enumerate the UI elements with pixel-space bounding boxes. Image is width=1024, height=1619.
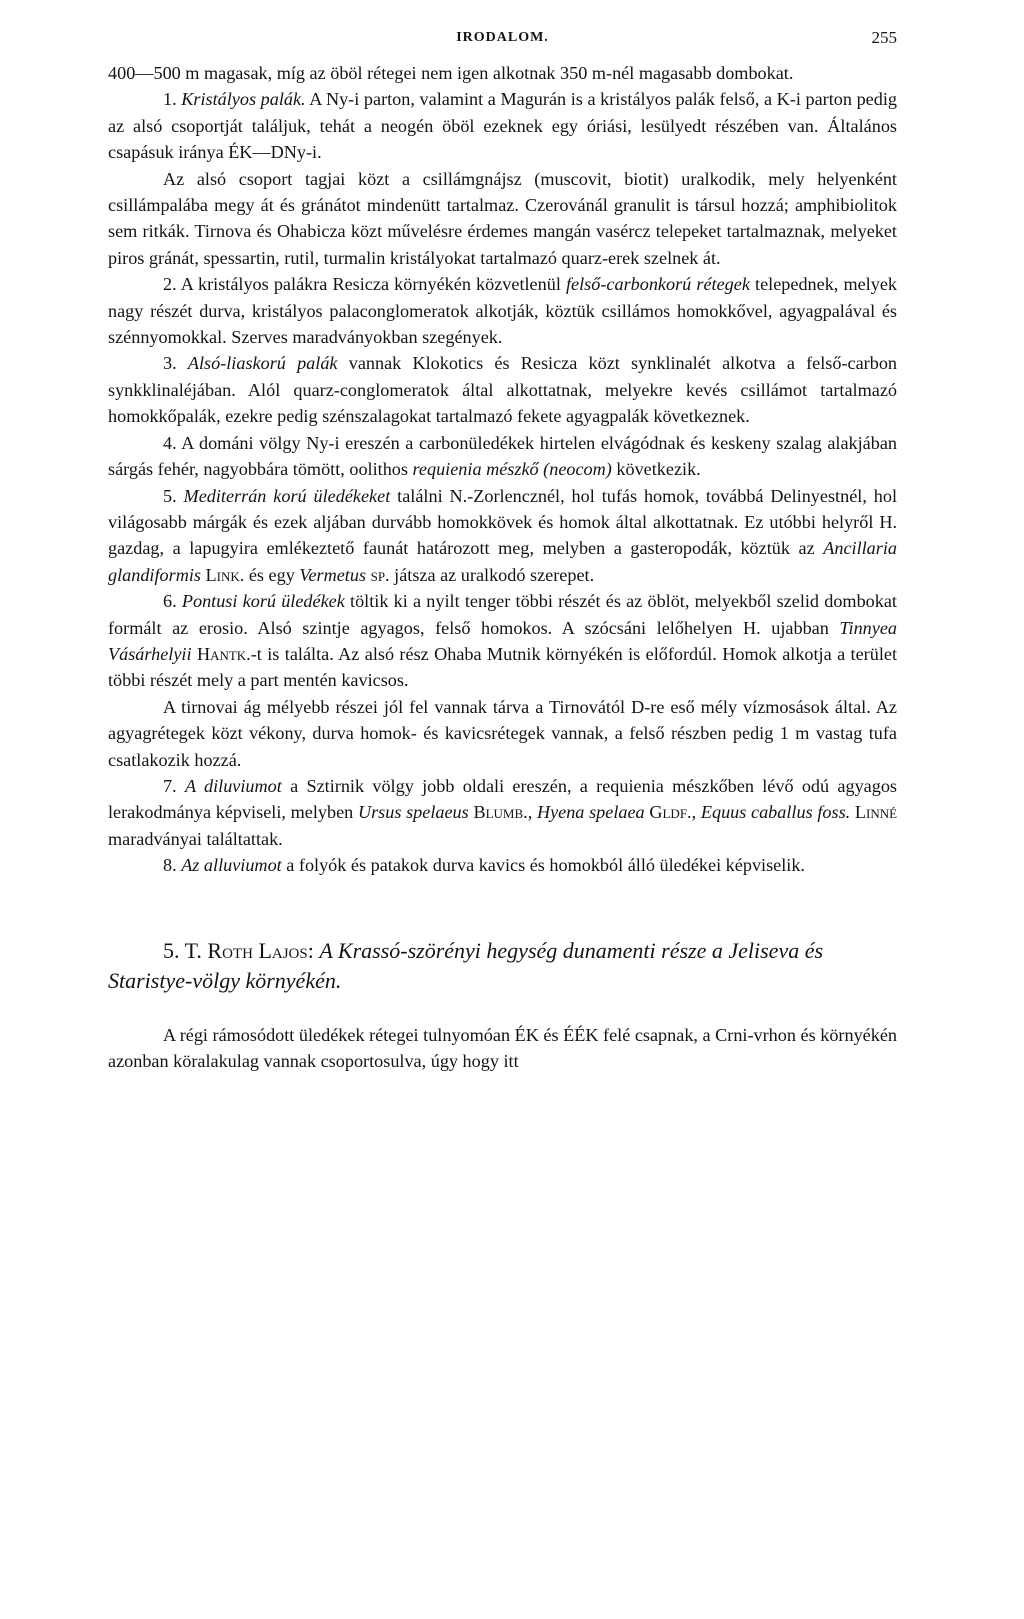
item-text: -t is találta. Az alsó rész Ohaba Mutnik környékén is előfordúl. Homok alkotja a terület többi részét mely a part mentén kavicsos.: [108, 643, 898, 691]
section-heading: 5. T. Roth Lajos: A Krassó-szörényi hegység dunamenti része a Jeliseva és Staristye-völgy környékén.: [108, 937, 824, 993]
item-number: 8.: [163, 855, 177, 876]
item-title: felső-carbonkorú rétegek: [566, 274, 750, 295]
item-title: Mediterrán korú üledékeket: [183, 485, 391, 506]
paragraph-diluvium: 7. A diluviumot a Sztirnik völgy jobb oldali ereszén, a requienia mészkőben lévő odú agyagos lerakodmánya képviseli, melyben Ursus spelaeus Blumb., Hyena spelaea Gldf., Equus caballus foss. Linné maradványai találtattak.: [108, 775, 898, 849]
taxon-author: Linné: [854, 802, 898, 823]
running-head: [108, 30, 897, 60]
item-number: 7.: [163, 775, 177, 796]
paragraph-continuation: 400—500 m magasak, míg az öböl rétegei nem igen alkotnak 350 m-nél magasabb dombokat.: [108, 63, 794, 83]
taxon-author: Gldf.: [649, 802, 692, 823]
item-number: 6.: [163, 591, 177, 612]
page: [108, 30, 897, 1074]
paragraph-crystalline-schists: [108, 86, 897, 165]
paragraph-domani-valley: [108, 430, 897, 483]
paragraph-alluvium: [108, 852, 897, 878]
item-text: 2. A kristályos palákra Resicza környékén közvetlenül: [163, 274, 561, 295]
author-surname: Roth: [207, 937, 253, 963]
taxon-author: Link.: [205, 564, 245, 585]
paragraph-mediterranean: [108, 483, 897, 589]
taxon-abbrev: sp.: [370, 564, 390, 585]
item-text: 4. A dománi völgy Ny-i ereszén a carbonüledékek hirtelen elvágódnak és keskeny szalag alakjában sárgás fehér, nagyobbára tömött, oolithos: [108, 432, 897, 480]
section-number: 5.: [163, 937, 180, 963]
section-title: A Krassó-szörényi hegység dunamenti része a Jeliseva és Staristye-völgy környékén.: [108, 937, 824, 993]
item-title: Az alluviumot: [181, 855, 282, 876]
item-number: 3.: [163, 353, 177, 374]
item-title: Kristályos palák.: [181, 89, 306, 110]
taxon-name: Equus caballus foss.: [700, 802, 851, 823]
item-text: következik.: [616, 459, 701, 480]
item-text: töltik ki a nyilt tenger többi részét és az öblöt, melyekből szelid dombokat formált az erosio. Alsó szintje agyagos, felső homokos. A szócsáni lelőhelyen H. ujabban: [108, 591, 897, 638]
item-text: a folyók és patakok durva kavics és homokból álló üledékei képviselik.: [286, 855, 805, 876]
item-text: és egy: [248, 564, 295, 585]
taxon-name: Vermetus: [299, 564, 367, 585]
item-text: vannak Klokotics és Resicza közt synklinalét alkotva a felső-carbon synkklinaléjában. Alól quarz-conglomeratok által alkottatnak, melyekre kevés csillámot tartalmazó homokkőpalák, ezekre pedig szénszalagokat tartalmazó fekete agyagpalák következnek.: [108, 353, 898, 427]
item-text: találni N.-Zorlencznél, hol tufás homok, továbbá Delinyestnél, hol világosabb márgák és ezek aljában durvább homokkövek és homok által alkottatnak. Ez utóbbi helyről H. gazdag, a lapugyira emlékeztető faunát határozott meg, melyben a gasteropodák, köztük az: [108, 485, 898, 559]
taxon-name: Ancillaria glandiformis: [108, 538, 897, 585]
taxon-author: Blumb.: [473, 802, 528, 823]
paragraph-pontian: [108, 588, 897, 694]
item-text: A Ny-i parton, valamint a Magurán is a kristályos palák felső, a K-i parton pedig az alsó csoportját találjuk, tehát a neogén öböl ezeknek egy óriási, lesülyedt részében van. Általános csapásuk iránya ÉK—DNy-i.: [108, 89, 897, 163]
taxon-name: Hyena spelaea: [536, 802, 645, 823]
author-given-name: Lajos: [258, 937, 308, 963]
item-number: 5.: [163, 485, 177, 506]
item-title: A diluviumot: [184, 775, 282, 796]
running-title: IRODALOM.: [456, 30, 549, 45]
item-text: telepednek, melyek nagy részét durva, kristályos palaconglomeratok alkotják, köztük csillámos homokkővel, agyagpalával és szénnyomokkal. Szerves maradványokban szegények.: [108, 274, 897, 348]
item-text: a Sztirnik völgy jobb oldali ereszén, a requienia mészkőben lévő odú agyagos lerakodmánya képviseli, melyben: [108, 775, 898, 823]
author-initial: T.: [184, 937, 202, 963]
paragraph-carboniferous: [108, 271, 897, 350]
page-number: 255: [871, 28, 897, 47]
paragraph-lias: [108, 350, 897, 429]
item-text: játsza az uralkodó szerepet.: [394, 564, 595, 585]
item-title: requienia mészkő (neocom): [412, 459, 612, 480]
taxon-name: Tinnyea Vásárhelyii: [108, 617, 897, 664]
item-text: maradványai találtattak.: [108, 828, 283, 849]
item-title: Pontusi korú üledékek: [181, 591, 345, 612]
taxon-author: Hantk.: [196, 643, 251, 664]
paragraph-tirnova-branch: A tirnovai ág mélyebb részei jól fel vannak tárva a Tirnovától D-re eső mély vízmosások által. Az agyagrétegek közt vékony, durva homok- és kavicsrétegek vannak, a felső részben pedig 1 m vastag tufa csatlakozik hozzá.: [108, 696, 897, 770]
item-title: Alsó-liaskorú palák: [187, 353, 338, 374]
item-number: 1.: [163, 89, 177, 110]
taxon-name: Ursus spelaeus: [357, 802, 469, 823]
paragraph-section-body: A régi rámosódott üledékek rétegei tulnyomóan ÉK és ÉÉK felé csapnak, a Crni-vrhon és környékén azonban köralakulag vannak csoportosulva, úgy hogy itt: [108, 1024, 897, 1071]
paragraph-lower-group: Az alsó csoport tagjai közt a csillámgnájsz (muscovit, biotit) uralkodik, mely helyenként csillámpalába megy át és gránátot mindenütt tartalmaz. Czerovánál granulit is társul hozzá; amphibiolitok sem ritkák. Tirnova és Ohabicza közt művelésre érdemes mangán vasércz telepeket tartalmaznak, melyeket piros gránát, spessartin, rutil, turmalin kristályokat tartalmazó quarz-erek szelnek át.: [108, 168, 897, 268]
